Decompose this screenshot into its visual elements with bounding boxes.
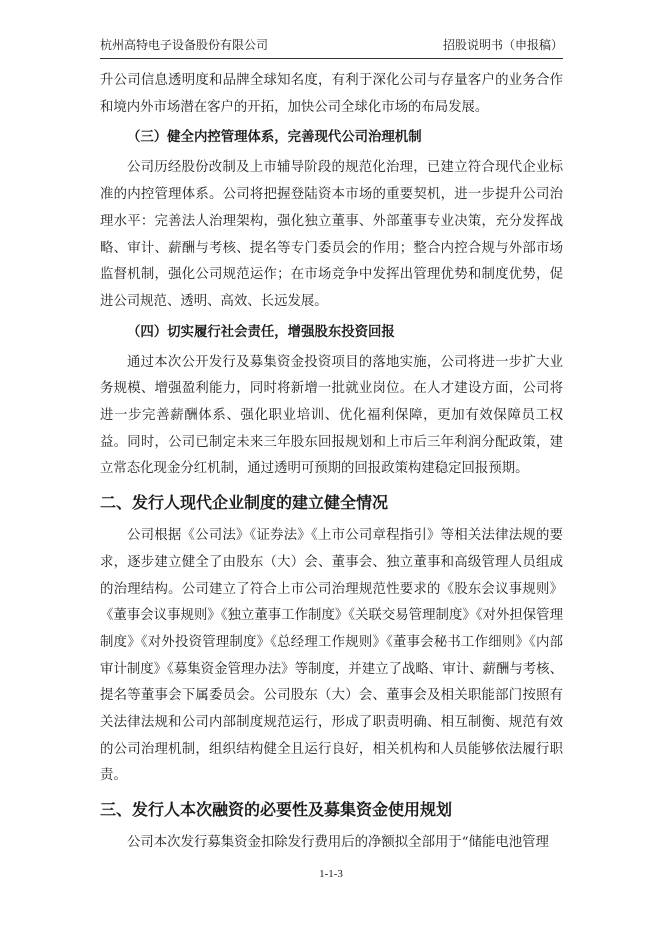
- section-heading-enterprise-system: 二、发行人现代企业制度的建立健全情况: [100, 493, 389, 513]
- page-number: 1-1-3: [319, 868, 343, 880]
- paragraph-intro: 升公司信息透明度和品牌全球知名度，有利于深化公司与存量客户的业务合作和境内外市场潜在客户的开拓，加快公司全球化市场的布局发展。: [100, 73, 563, 115]
- subheading-internal-control: （三）健全内控管理体系，完善现代公司治理机制: [127, 130, 422, 146]
- paragraph-financing-necessity: 公司本次发行募集资金扣除发行费用后的净额拟全部用于“储能电池管理: [127, 835, 549, 851]
- paragraph-enterprise-system: 公司根据《公司法》《证券法》《上市公司章程指引》等相关法律法规的要求，逐步建立健全了由股东（大）会、董事会、独立董事和高级管理人员组成的治理结构。公司建立了符合上市公司治理规范性要求的《股东会议事规则》《董事会议事规则》《独立董事工作制度》《关联交易管理制度》《对外担保管理制度》《对外投资管理制度》《总经理工作规则》《董事会秘书工作细则》《内部审计制度》《募集资金管理办法》等制度，并建立了战略、审计、薪酬与考核、提名等董事会下属委员会。公司股东（大）会、董事会及相关职能部门按照有关法律法规和公司内部制度规范运行，形成了职责明确、相互制衡、规范有效的公司治理机制，组织结构健全且运行良好，相关机构和人员能够依法履行职责。: [100, 528, 563, 784]
- subheading-social-responsibility: （四）切实履行社会责任，增强股东投资回报: [127, 324, 395, 340]
- paragraph-social-responsibility: 通过本次公开发行及募集资金投资项目的落地实施，公司将进一步扩大业务规模、增强盈利能力，同时将新增一批就业岗位。在人才建设方面，公司将进一步完善薪酬体系、强化职业培训、优化福利保障，更加有效保障员工权益。同时，公司已制定未来三年股东回报规划和上市后三年利润分配政策，建立常态化现金分红机制，通过透明可预期的回报政策构建稳定回报预期。: [100, 354, 563, 477]
- paragraph-internal-control: 公司历经股份改制及上市辅导阶段的规范化治理，已建立符合现代企业标准的内控管理体系。公司将把握登陆资本市场的重要契机，进一步提升公司治理水平：完善法人治理架构，强化独立董事、外部董事专业决策，充分发挥战略、审计、薪酬与考核、提名等专门委员会的作用；整合内控合规与外部市场监督机制，强化公司规范运作；在市场竞争中发挥出管理优势和制度优势，促进公司规范、透明、高效、长远发展。: [100, 160, 563, 309]
- document-body: [100, 68, 563, 857]
- page-header: [100, 22, 563, 59]
- section-heading-financing-necessity: 三、发行人本次融资的必要性及募集资金使用规划: [100, 800, 453, 820]
- header-company-name: 杭州高特电子设备股份有限公司: [100, 38, 269, 52]
- header-document-type: 招股说明书（申报稿）: [442, 38, 563, 52]
